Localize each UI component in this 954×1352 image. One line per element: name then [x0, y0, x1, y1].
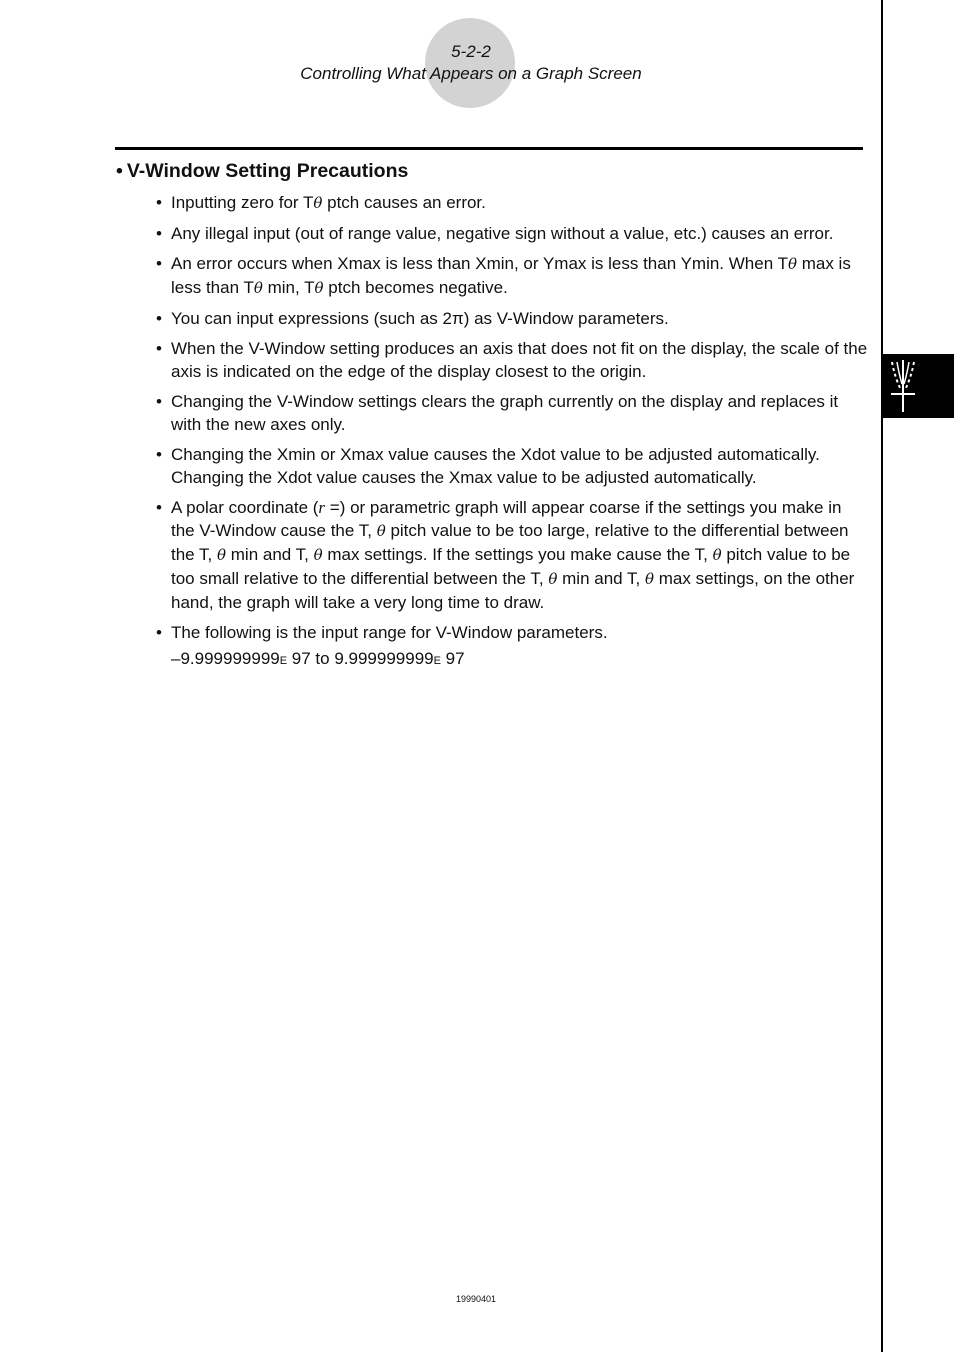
list-item: • Inputting zero for Tθ ptch causes an error. [156, 191, 868, 215]
theta-symbol: θ [787, 255, 797, 273]
section-bullet: • [116, 160, 123, 182]
graph-icon [883, 354, 954, 418]
right-margin-rule [881, 0, 883, 1352]
section-title: V-Window Setting Precautions [126, 160, 409, 182]
page-number: 5-2-2 [451, 42, 491, 61]
theta-symbol: θ [712, 546, 722, 564]
section-rule [115, 147, 863, 150]
exponent-marker: E [279, 655, 288, 667]
theta-symbol: θ [313, 546, 323, 564]
theta-symbol: θ [253, 279, 263, 297]
list-item: • An error occurs when Xmax is less than Xmin, or Ymax is less than Ymin. When Tθ max is less than Tθ min, Tθ ptch becomes negative. [156, 252, 868, 300]
theta-symbol: θ [217, 546, 227, 564]
list-item: • Changing the V-Window settings clears the graph currently on the display and replaces it with the new axes only. [156, 390, 868, 436]
page-title: Controlling What Appears on a Graph Screen [300, 64, 642, 83]
precautions-list [156, 191, 868, 680]
header-circle [425, 18, 515, 108]
input-range: –9.999999999E 97 to 9.999999999E 97 [171, 649, 465, 668]
theta-symbol: θ [376, 522, 386, 540]
theta-symbol: θ [314, 279, 324, 297]
theta-symbol: θ [644, 570, 655, 588]
list-item: • A polar coordinate (r =) or parametric graph will appear coarse if the settings you make in the V-Window cause the T, θ pitch value to be too large, relative to the differential between the T, θ min and T, θ max settings. If the settings you make cause the T, θ pitch value to be too small relative to the differential between the T, θ min and T, θ max settings, on the other hand, the graph will take a very long time to draw. [156, 496, 868, 614]
list-item: • You can input expressions (such as 2π) as V-Window parameters. [156, 307, 868, 330]
exponent-marker: E [433, 655, 441, 667]
list-item: • The following is the input range for V-Window parameters. –9.999999999E 97 to 9.999999999E 97 [156, 621, 868, 673]
list-item: • Changing the Xmin or Xmax value causes the Xdot value to be adjusted automatically. Changing the Xdot value causes the Xmax value to be adjusted automatically. [156, 443, 868, 489]
theta-symbol: θ [548, 570, 558, 588]
chapter-tab [883, 354, 954, 418]
footer-code: 19990401 [455, 1294, 497, 1304]
section-heading [116, 160, 408, 183]
list-item: • Any illegal input (out of range value, negative sign without a value, etc.) causes an error. [156, 222, 868, 245]
theta-symbol: θ [313, 194, 323, 212]
r-symbol: r [318, 498, 326, 517]
list-item: • When the V-Window setting produces an axis that does not fit on the display, the scale of the axis is indicated on the edge of the display closest to the origin. [156, 337, 868, 383]
